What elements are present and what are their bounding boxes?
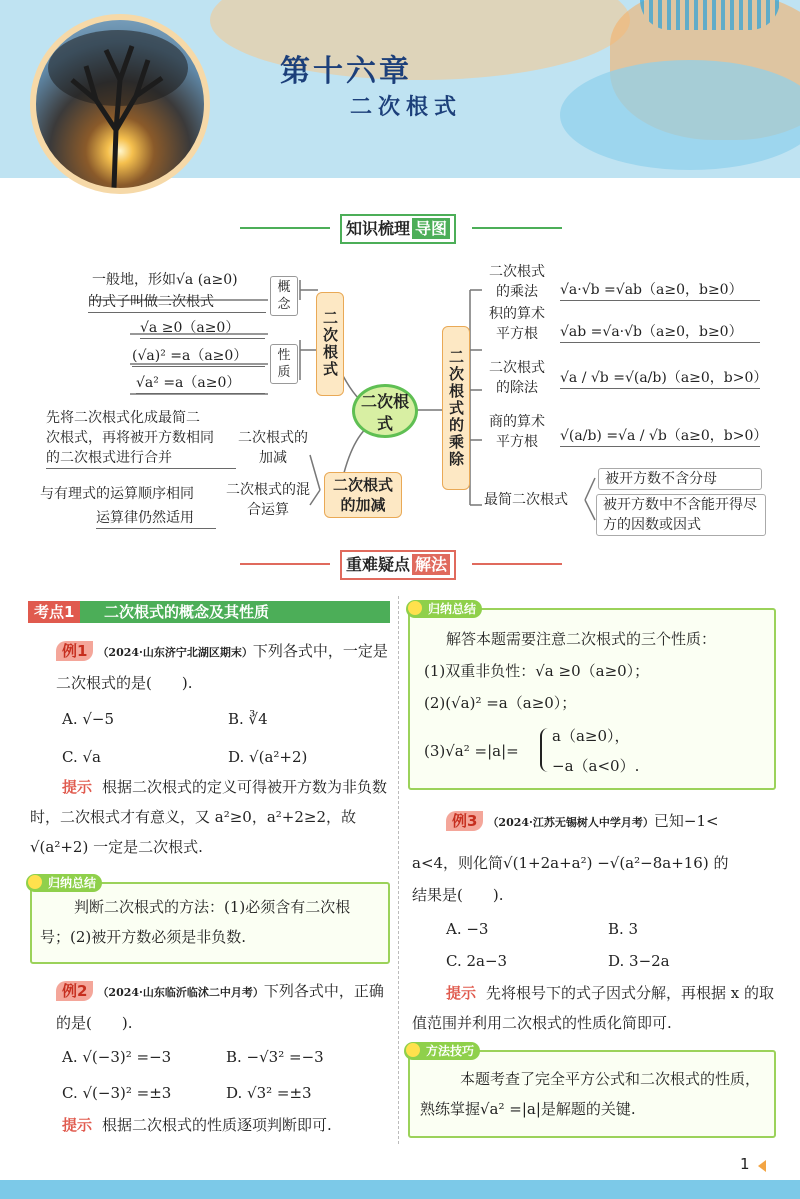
simplest-rule: 被开方数不含分母	[598, 468, 762, 490]
tree-illustration-icon	[36, 20, 204, 188]
mixed-text: 与有理式的运算顺序相同	[40, 486, 194, 502]
tips-text: 本题考查了完全平方公式和二次根式的性质，熟练掌握√a² =|a|是解题的关键.	[420, 1070, 761, 1118]
example-source: （2024·山东济宁北湖区期末）	[97, 646, 253, 659]
summary-label: 归纳总结	[406, 600, 482, 618]
concept-text: 一般地，形如√a (a≥0)	[92, 272, 238, 288]
concept-node: 概念	[270, 276, 298, 316]
center-node: 二次根式	[352, 384, 418, 438]
tips-label: 方法技巧	[404, 1042, 480, 1060]
hint-text: 先将根号下的式子因式分解，再根据 x 的取值范围并利用二次根式的性质化简即可.	[412, 984, 775, 1032]
mul-formula: √a·√b =√ab（a≥0，b≥0）	[560, 280, 760, 301]
branch-node-muldiv: 二次根式的乘除	[442, 326, 470, 490]
add-text: 次根式，再将被开方数相同	[46, 430, 214, 446]
add-label: 二次根式的加减	[238, 430, 308, 466]
prodsq-label: 积的算术平方根	[489, 306, 545, 342]
summary-text: 判断二次根式的方法：(1)必须含有二次根号；(2)被开方数必须是非负数.	[40, 898, 351, 946]
chapter-number: 第十六章	[280, 54, 412, 89]
kaodian-bar	[28, 601, 390, 623]
option-c: C. √a	[62, 748, 101, 766]
summary-property-3: (3)√a² =|a|=	[424, 742, 519, 760]
footer-bar	[0, 1180, 800, 1199]
decor-blob	[210, 0, 630, 80]
div-label: 二次根式的除法	[489, 360, 545, 396]
mixed-label: 二次根式的混合运算	[226, 482, 310, 518]
summary-case-2: −a（a<0）.	[552, 757, 640, 775]
decor-blob	[560, 60, 800, 170]
branch-node-radical: 二次根式	[316, 292, 344, 396]
option-a: A. −3	[446, 920, 489, 938]
property-formula: (√a)² =a（a≥0）	[132, 346, 265, 367]
lightbulb-icon	[406, 1043, 420, 1057]
banner-label: 重难疑点 解法	[340, 550, 456, 580]
hint-3	[412, 978, 776, 1038]
summary-property-1: (1)双重非负性：√a ≥0（a≥0）；	[424, 662, 650, 680]
section-banner-mindmap	[240, 214, 560, 242]
hint-label: 提示	[62, 1116, 93, 1134]
summary-intro: 解答本题需要注意二次根式的三个性质：	[446, 630, 717, 648]
example-label: 例2	[56, 981, 93, 1001]
branch-node-addsub: 二次根式的加减	[324, 472, 402, 518]
add-text: 先将二次根式化成最简二	[46, 410, 200, 426]
concept-text: 的式子叫做二次根式	[88, 292, 266, 313]
mul-label: 二次根式的乘法	[489, 264, 545, 300]
chapter-title: 二次根式	[350, 95, 463, 120]
kaodian-title: 二次根式的概念及其性质	[104, 603, 270, 621]
option-d: D. 3−2a	[608, 952, 670, 970]
prodsq-formula: √ab =√a·√b（a≥0，b≥0）	[560, 322, 760, 343]
option-d: D. √(a²+2)	[228, 748, 308, 766]
tree-photo	[30, 14, 210, 194]
example-label: 例3	[446, 811, 483, 831]
simplest-label: 最简二次根式	[484, 492, 568, 508]
section-banner-difficulty	[240, 550, 560, 578]
summary-label: 归纳总结	[26, 874, 102, 892]
page-arrow-icon	[758, 1160, 766, 1172]
quotsq-label: 商的算术平方根	[489, 414, 545, 450]
simplest-rule: 被开方数中不含能开得尽方的因数或因式	[596, 494, 766, 536]
example-2	[56, 976, 390, 1038]
example-source: （2024·山东临沂临沭二中月考）	[97, 986, 264, 999]
page-number: 1	[740, 1155, 750, 1173]
hint-text: 根据二次根式的性质逐项判断即可.	[102, 1116, 332, 1134]
summary-case-1: a（a≥0），	[552, 727, 630, 745]
quotsq-formula: √(a/b) =√a / √b（a≥0，b>0）	[560, 426, 760, 447]
option-a: A. √−5	[62, 710, 115, 728]
example-source: （2024·江苏无锡树人中学月考）	[487, 816, 654, 829]
example-label: 例1	[56, 641, 93, 661]
hint-label: 提示	[446, 984, 477, 1002]
hint-2	[62, 1110, 392, 1140]
banner-label: 知识梳理 导图	[340, 214, 456, 244]
example-stem: 结果是( ).	[412, 886, 504, 904]
example-stem: 已知−1<	[653, 812, 719, 830]
add-text: 的二次根式进行合并	[46, 448, 236, 469]
example-stem: 下列各式中，一定是二次根式的是( ).	[56, 642, 388, 692]
example-3	[446, 806, 776, 838]
property-formula: √a² =a（a≥0）	[136, 373, 265, 394]
hint-1	[30, 772, 392, 862]
option-c: C. 2a−3	[446, 952, 508, 970]
column-divider	[398, 596, 399, 1144]
hint-label: 提示	[62, 778, 93, 796]
lightbulb-icon	[408, 601, 422, 615]
summary-property-2: (2)(√a)² =a（a≥0）；	[424, 694, 577, 712]
lightbulb-icon	[28, 875, 42, 889]
example-stem: a<4，则化简√(1+2a+a²) −√(a²−8a+16) 的	[412, 854, 729, 872]
mixed-text: 运算律仍然适用	[96, 508, 216, 529]
option-c: C. √(−3)² =±3	[62, 1084, 172, 1102]
brace-icon	[540, 728, 550, 772]
option-b: B. ∛4	[228, 710, 268, 728]
kaodian-tag: 考点1	[28, 601, 80, 623]
option-b: B. 3	[608, 920, 639, 938]
example-1	[56, 636, 390, 698]
hint-text: 根据二次根式的定义可得被开方数为非负数时，二次根式才有意义，又 a²≥0，a²+2≥2，故√(a²+2) 一定是二次根式.	[30, 778, 388, 856]
option-a: A. √(−3)² =−3	[62, 1048, 172, 1066]
decor-stripes	[640, 0, 780, 30]
div-formula: √a / √b =√(a/b)（a≥0，b>0）	[560, 368, 760, 389]
property-node: 性质	[270, 344, 298, 384]
example-stem: 下列各式中，正确的是( ).	[56, 982, 384, 1032]
option-b: B. −√3² =−3	[226, 1048, 324, 1066]
property-formula: √a ≥0（a≥0）	[140, 318, 265, 339]
option-d: D. √3² =±3	[226, 1084, 312, 1102]
